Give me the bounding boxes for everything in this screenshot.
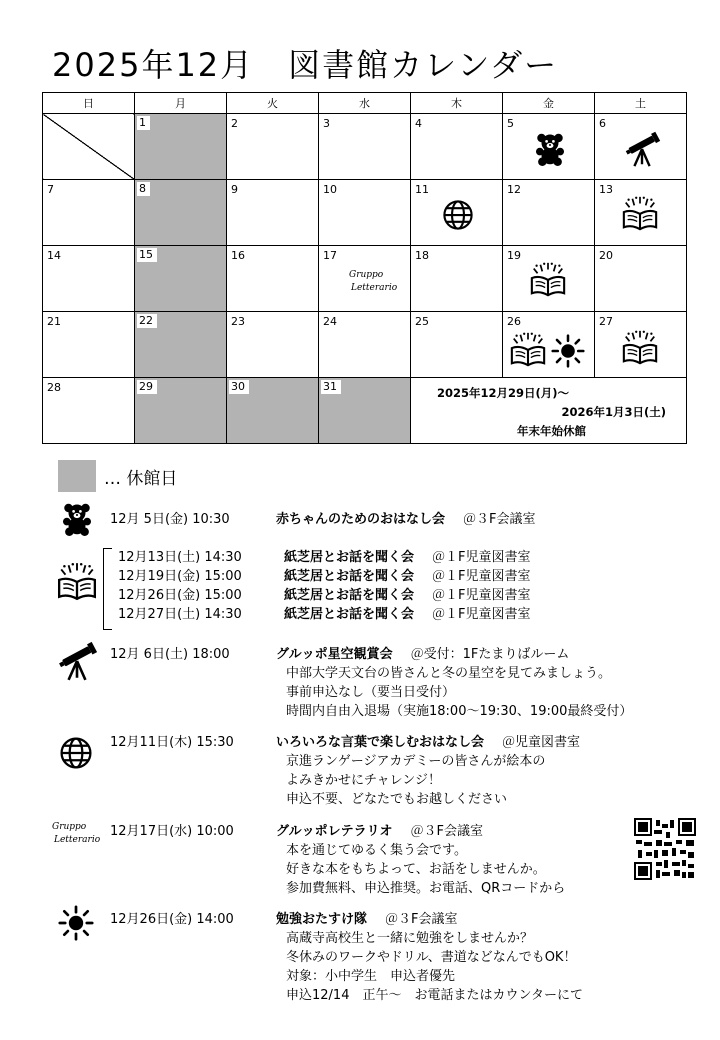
- weekday-fri: 金: [503, 93, 595, 114]
- day-number: 24: [323, 315, 337, 328]
- day-number: 12: [507, 183, 521, 196]
- day-number: 25: [415, 315, 429, 328]
- event-baby-storytime: [110, 510, 536, 529]
- event-detail: 申込12/14 正午～ お電話またはカウンターにて: [286, 988, 583, 1003]
- empty-cell: [43, 114, 135, 180]
- event-name: 紙芝居とお話を聞く会: [284, 588, 415, 603]
- list-item: [118, 586, 531, 605]
- day-number: 7: [47, 183, 54, 196]
- day-cell: [43, 312, 135, 378]
- event-detail: 京進ランゲージアカデミーの皆さんが絵本の: [286, 754, 546, 769]
- page-title: 2025年12月 図書館カレンダー: [52, 46, 559, 84]
- event-study-help: [110, 910, 583, 1005]
- event-detail: 申込不要、どなたでもお越しください: [286, 792, 508, 807]
- day-number: 31: [321, 380, 341, 394]
- day-number: 21: [47, 315, 61, 328]
- event-date: 12月17日(水) 10:00: [110, 824, 234, 839]
- day-cell: [595, 312, 687, 378]
- event-detail: 好きな本をもちよって、お話をしませんか。: [286, 862, 546, 877]
- day-cell: [503, 312, 595, 378]
- day-cell: [43, 378, 135, 444]
- event-date: 12月26日(金) 15:00: [118, 588, 242, 603]
- day-number: 4: [415, 117, 422, 130]
- day-cell-closed: [135, 312, 227, 378]
- week-row: [43, 378, 687, 444]
- day-number: 22: [137, 314, 157, 328]
- week-row: [43, 180, 687, 246]
- day-number: 26: [507, 315, 521, 328]
- day-number: 10: [323, 183, 337, 196]
- event-place: ＠３F会議室: [385, 912, 458, 927]
- gruppo-letterario-logo-icon: [347, 262, 398, 298]
- day-number: 28: [47, 381, 61, 394]
- day-cell: [319, 114, 411, 180]
- day-number: 5: [507, 117, 514, 130]
- day-number: 18: [415, 249, 429, 262]
- weekday-thu: 木: [411, 93, 503, 114]
- day-cell-closed: [135, 378, 227, 444]
- day-number: 30: [229, 380, 249, 394]
- event-detail: 参加費無料、申込推奨。お電話、QRコードから: [286, 881, 566, 896]
- sun-icon: [551, 334, 585, 368]
- telescope-icon: [56, 640, 98, 682]
- weekday-mon: 月: [135, 93, 227, 114]
- day-number: 20: [599, 249, 613, 262]
- day-number: 13: [599, 183, 613, 196]
- event-date: 12月27日(土) 14:30: [118, 607, 242, 622]
- list-item: [118, 605, 531, 624]
- svg-text:Gruppo: Gruppo: [52, 822, 87, 832]
- day-number: 3: [323, 117, 330, 130]
- event-date: 12月19日(金) 15:00: [118, 569, 242, 584]
- event-name: 赤ちゃんのためのおはなし会: [276, 512, 446, 527]
- day-cell: [411, 246, 503, 312]
- day-number: 9: [231, 183, 238, 196]
- event-name: 紙芝居とお話を聞く会: [284, 550, 415, 565]
- svg-text:Letterario: Letterario: [351, 283, 398, 293]
- day-cell: [319, 246, 411, 312]
- event-place: ＠１F児童図書室: [432, 607, 531, 622]
- day-cell: [411, 312, 503, 378]
- event-detail: 高蔵寺高校生と一緒に勉強をしませんか？: [286, 931, 534, 946]
- closure-start: 2025年12月29日(月)～: [437, 386, 570, 400]
- day-number: 6: [599, 117, 606, 130]
- day-cell: [319, 180, 411, 246]
- day-cell-closed: [319, 378, 411, 444]
- weekday-wed: 水: [319, 93, 411, 114]
- weekday-tue: 火: [227, 93, 319, 114]
- day-cell: [411, 180, 503, 246]
- week-row: [43, 246, 687, 312]
- svg-text:Gruppo: Gruppo: [349, 270, 384, 280]
- day-number: 8: [137, 182, 150, 196]
- weekday-sat: 土: [595, 93, 687, 114]
- event-detail: 中部大学天文台の皆さんと冬の星空を見てみましょう。: [286, 666, 612, 681]
- open-book-icon: [509, 330, 547, 368]
- event-date: 12月11日(木) 15:30: [110, 735, 234, 750]
- globe-icon: [441, 198, 475, 232]
- calendar-grid: [42, 92, 687, 444]
- closure-end: 2026年1月3日(土): [561, 405, 666, 419]
- event-place: ＠受付：1Fたまりばルーム: [410, 647, 570, 662]
- day-cell-closed: [135, 180, 227, 246]
- event-name: グルッポ星空観賞会: [276, 647, 393, 662]
- event-detail: 時間内自由入退場（実施18:00～19:30、19:00最終受付）: [286, 704, 633, 719]
- gruppo-letterario-logo-icon: [50, 815, 101, 851]
- weekday-sun: 日: [43, 93, 135, 114]
- open-book-icon: [529, 260, 567, 298]
- day-number: 2: [231, 117, 238, 130]
- day-cell: [227, 180, 319, 246]
- event-name: いろいろな言葉で楽しむおはなし会: [276, 735, 485, 750]
- day-cell-closed: [135, 246, 227, 312]
- list-item: [118, 548, 531, 567]
- day-cell: [43, 180, 135, 246]
- day-number: 17: [323, 249, 337, 262]
- day-number: 15: [137, 248, 157, 262]
- event-date: 12月 5日(金) 10:30: [110, 512, 230, 527]
- closure-label: 年末年始休館: [517, 424, 586, 438]
- list-item: [118, 567, 531, 586]
- day-number: 27: [599, 315, 613, 328]
- day-cell: [503, 114, 595, 180]
- event-place: ＠児童図書室: [502, 735, 581, 750]
- week-row: [43, 114, 687, 180]
- day-cell: [43, 246, 135, 312]
- event-detail: 本を通じてゆるく集う会です。: [286, 843, 467, 858]
- teddy-bear-icon: [533, 130, 567, 168]
- day-cell: [595, 114, 687, 180]
- event-place: ＠１F児童図書室: [432, 550, 531, 565]
- day-cell: [595, 180, 687, 246]
- day-number: 11: [415, 183, 429, 196]
- event-name: 紙芝居とお話を聞く会: [284, 569, 415, 584]
- day-cell: [411, 114, 503, 180]
- legend-swatch: [58, 460, 96, 492]
- event-detail: 事前申込なし（要当日受付）: [286, 685, 456, 700]
- telescope-icon: [623, 130, 661, 168]
- sun-icon: [58, 905, 94, 941]
- event-detail: 冬休みのワークやドリル、書道などなんでもOK！: [286, 950, 577, 965]
- day-number: 16: [231, 249, 245, 262]
- event-place: ＠３F会議室: [463, 512, 536, 527]
- day-cell-closed: [135, 114, 227, 180]
- teddy-bear-icon: [60, 500, 94, 538]
- day-cell: [503, 180, 595, 246]
- event-detail: よみきかせにチャレンジ！: [286, 773, 441, 788]
- week-row: [43, 312, 687, 378]
- bracket: [103, 548, 112, 630]
- open-book-icon: [56, 560, 98, 602]
- event-place: ＠１F児童図書室: [432, 569, 531, 584]
- event-date: 12月 6日(土) 18:00: [110, 647, 230, 662]
- svg-text:Letterario: Letterario: [54, 835, 101, 845]
- event-gruppo-letterario: [110, 822, 565, 898]
- event-date: 12月26日(金) 14:00: [110, 912, 234, 927]
- day-cell: [319, 312, 411, 378]
- event-name: 勉強おたすけ隊: [276, 912, 368, 927]
- event-multilingual-storytime: [110, 733, 580, 809]
- day-number: 29: [137, 380, 157, 394]
- event-place: ＠１F児童図書室: [432, 588, 531, 603]
- event-name: グルッポレテラリオ: [276, 824, 393, 839]
- open-book-icon: [621, 194, 659, 232]
- day-cell: [503, 246, 595, 312]
- day-cell: [227, 312, 319, 378]
- day-number: 1: [137, 116, 150, 130]
- open-book-icon: [621, 328, 659, 366]
- legend-label: … 休館日: [104, 468, 178, 489]
- day-cell-closed: [227, 378, 319, 444]
- event-date: 12月13日(土) 14:30: [118, 550, 242, 565]
- event-detail: 対象：小中学生 申込者優先: [286, 969, 456, 984]
- day-number: 14: [47, 249, 61, 262]
- day-number: 19: [507, 249, 521, 262]
- weekday-header-row: [43, 93, 687, 114]
- event-place: ＠３F会議室: [410, 824, 483, 839]
- qr-code-icon[interactable]: [634, 818, 696, 880]
- event-stargazing: [110, 645, 632, 721]
- day-cell: [227, 246, 319, 312]
- day-cell: [227, 114, 319, 180]
- event-kamishibai-list: [118, 548, 531, 624]
- globe-icon: [58, 735, 94, 771]
- event-name: 紙芝居とお話を聞く会: [284, 607, 415, 622]
- closed-day-legend: [58, 460, 177, 492]
- year-end-closure-cell: [411, 378, 687, 444]
- day-cell: [595, 246, 687, 312]
- day-number: 23: [231, 315, 245, 328]
